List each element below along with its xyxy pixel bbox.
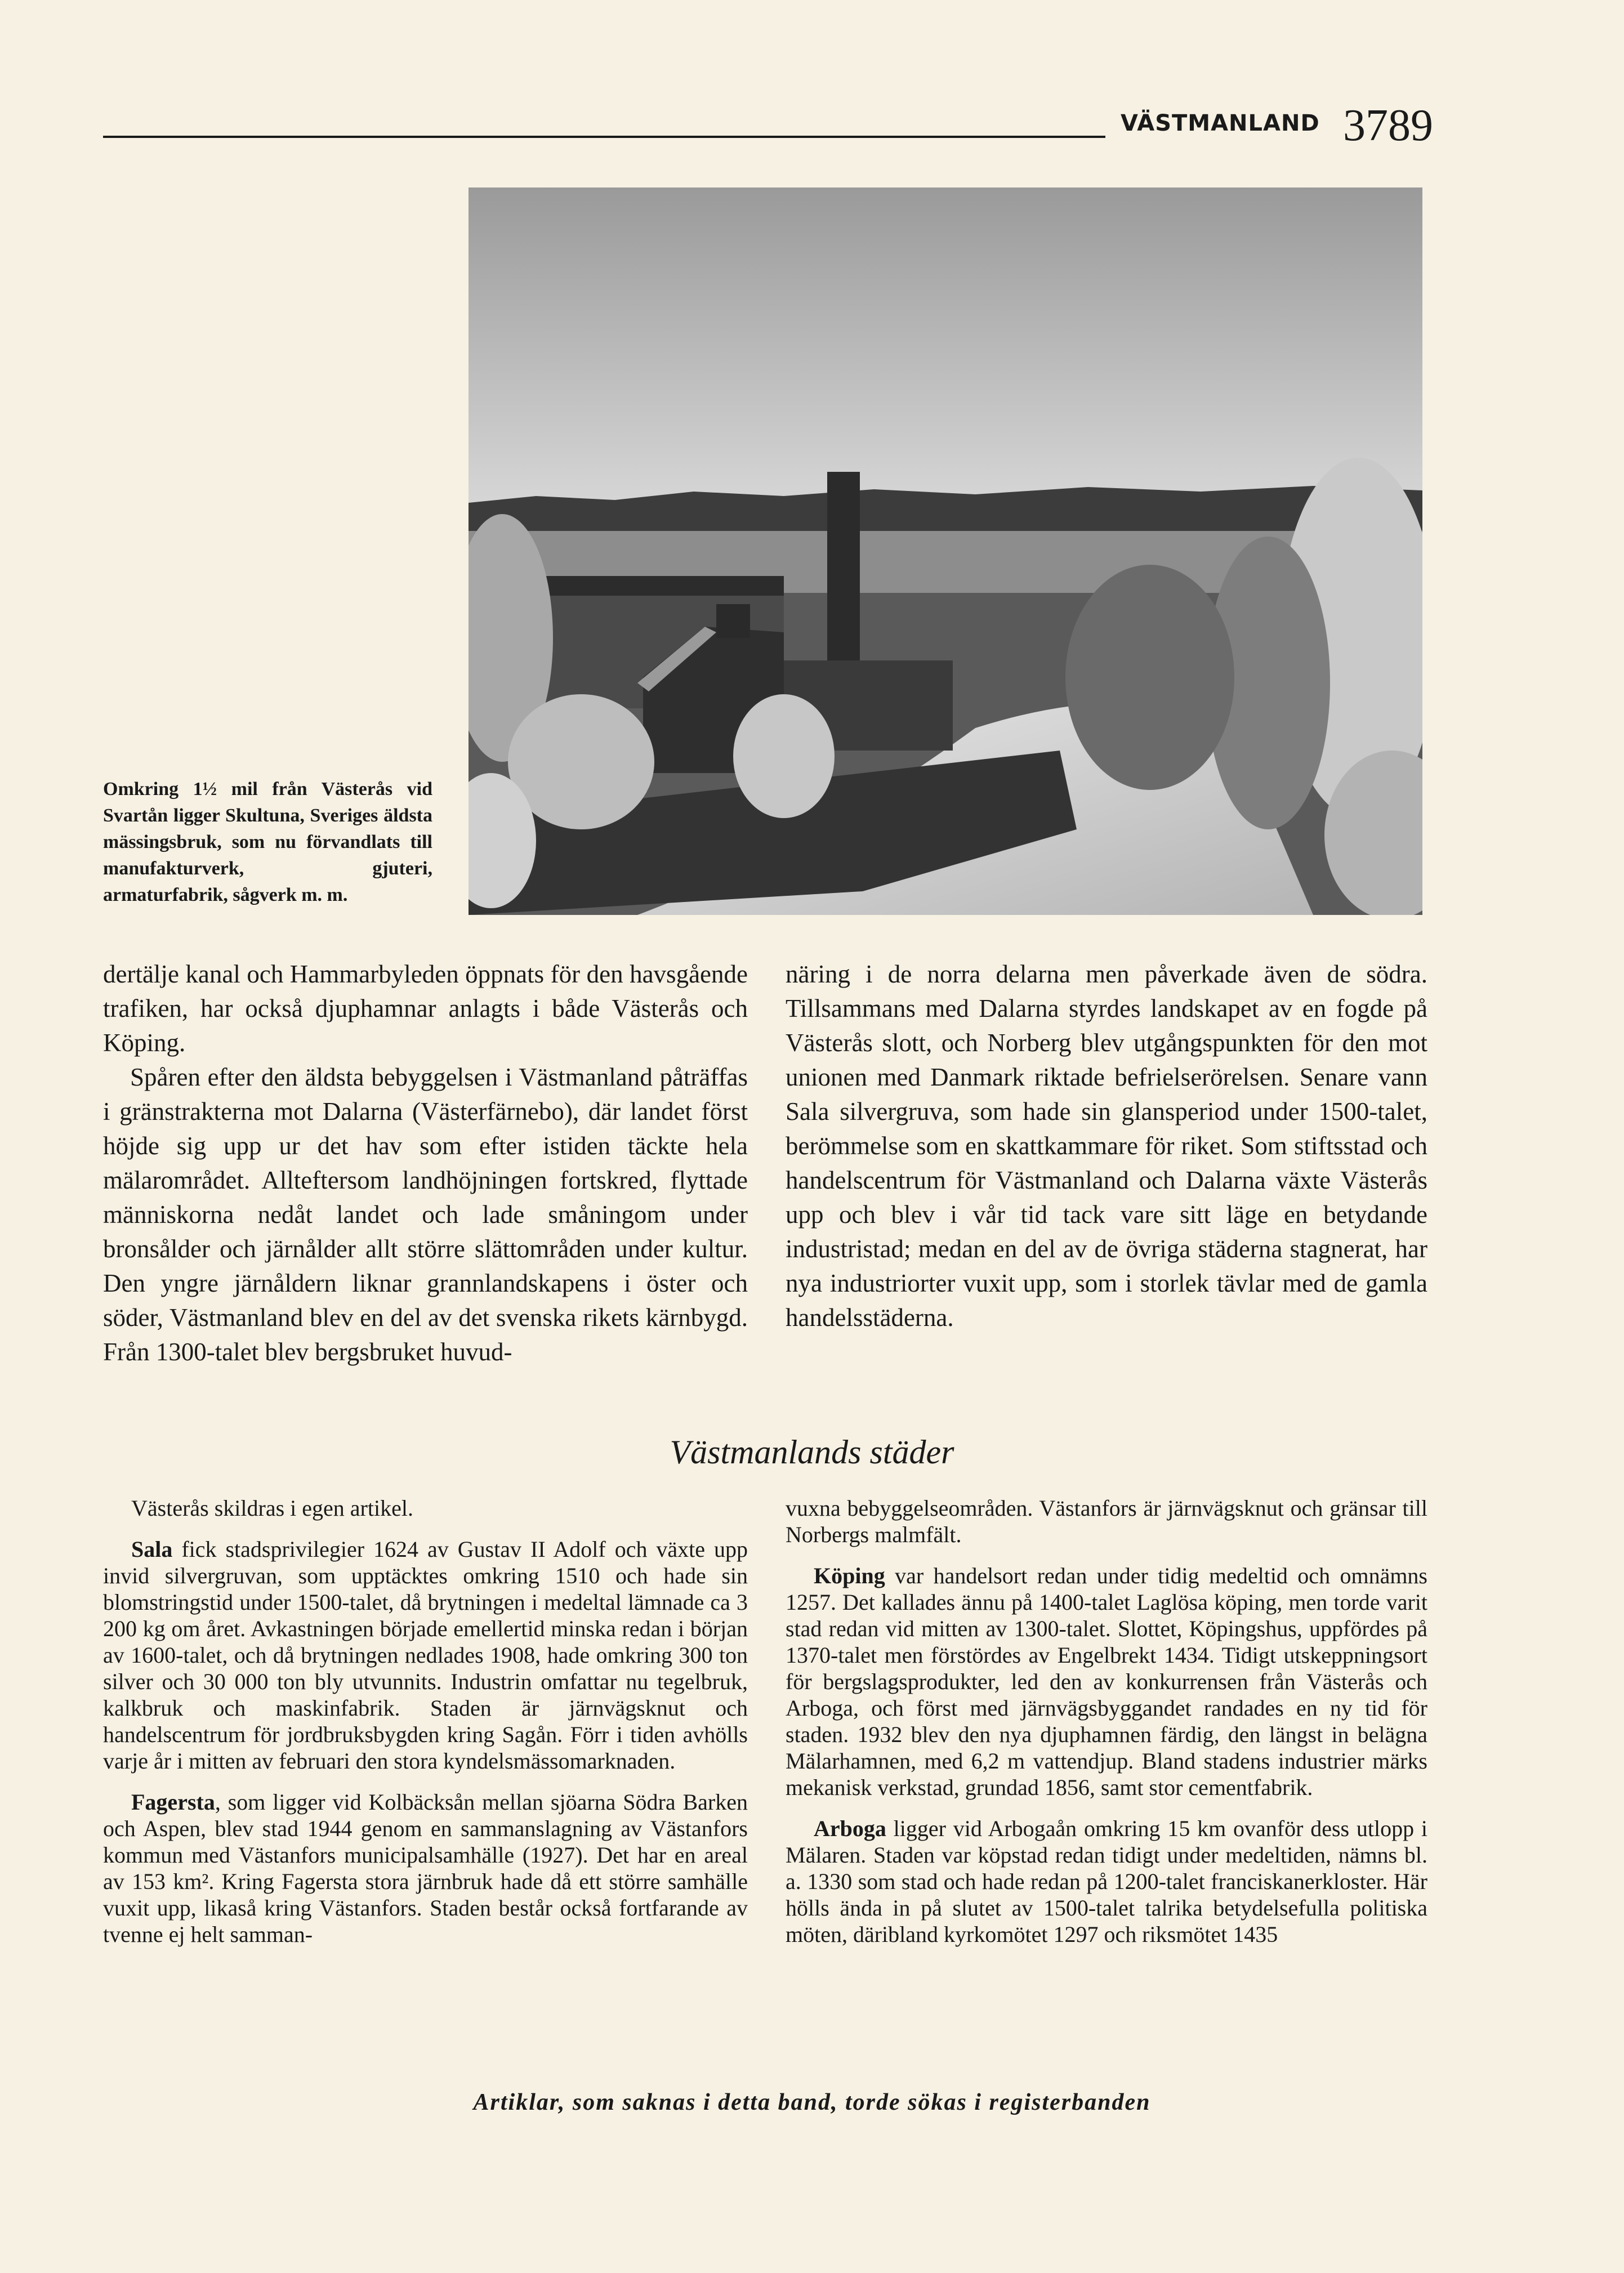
paragraph-continued: vuxna bebyggelseområden. Västanfors är järnvägsknut och gränsar till Norbergs malmfält. xyxy=(786,1495,1427,1547)
upper-right-column xyxy=(786,957,1427,1335)
fagersta-text: , som ligger vid Kolbäcksån mellan sjöarna Södra Barken och Aspen, blev stad 1944 genom en sammanslagning av Västanfors kommun med Västanfors municipalsamhälle (1927). Det har en areal av 153 km². Kring Fagersta stora järnbruk hade då ett större samhälle vuxit upp, likaså kring Västanfors. Staden består också fortfarande av tvenne ej helt samman- xyxy=(103,1789,748,1947)
upper-left-column xyxy=(103,957,748,1369)
paragraph-koping xyxy=(786,1562,1427,1801)
town-name-fagersta: Fagersta xyxy=(131,1789,215,1815)
footer-note: Artiklar, som saknas i detta band, torde sökas i registerbanden xyxy=(473,2089,1151,2115)
lower-right-column xyxy=(786,1495,1427,1962)
paragraph-fagersta xyxy=(103,1789,748,1948)
paragraph: näring i de norra delarna men påverkade även de södra. Tillsammans med Dalarna styrdes landskapet av en fogde på Västerås slott, och Norberg blev utgångspunkten för den mot unionen med Danmark riktade befrielserörelsen. Senare vann Sala silvergruva, som hade sin glansperiod under 1500-talet, berömmelse som en skattkammare för riket. Som stiftsstad och handelscentrum för Västmanland och Dalarna växte Västerås upp och blev i vår tid tack vare sitt läge en betydande industristad; medan en del av de övriga städerna stagnerat, har nya industriorter vuxit upp, som i storlek tävlar med de gamla handelsstäderna. xyxy=(786,960,1427,1332)
header-rule xyxy=(103,136,1105,138)
paragraph-arboga xyxy=(786,1815,1427,1948)
town-name-sala: Sala xyxy=(131,1537,173,1562)
town-name-koping: Köping xyxy=(814,1563,885,1588)
photograph-skultuna-works xyxy=(469,187,1422,915)
running-head: VÄSTMANLAND xyxy=(1121,110,1320,136)
paragraph: dertälje kanal och Hammarbyleden öppnats för den havsgående trafiken, har också djuphamnar anlagts i både Västerås och Köping. xyxy=(103,960,748,1057)
lower-left-column xyxy=(103,1495,748,1962)
sala-text: fick stadsprivilegier 1624 av Gustav II Adolf och växte upp invid silvergruvan, som upptäcktes omkring 1510 och hade sin blomstringstid under 1500-talet, då brytningen i medeltal lämnade ca 3 200 kg om året. Avkastningen började emellertid minska redan i början av 1600-talet, och då brytningen nedlades 1908, hade omkring 300 ton silver och 30 000 ton bly utvunnits. Industrin omfattar nu tegelbruk, kalkbruk och maskinfabrik. Staden är järnvägsknut och handelscentrum för jordbruksbygden kring Sagån. Förr i tiden avhölls varje år i mitten av februari den stora kyndelsmässomarknaden. xyxy=(103,1537,748,1774)
paragraph: Spåren efter den äldsta bebyggelsen i Västmanland påträffas i gränstrakterna mot Dalarna (Västerfärnebo), där landet först höjde sig upp ur det hav som efter istiden täckte hela mälarområdet. Allteftersom landhöjningen fortskred, flyttade människorna nedåt landet och lade småningom under bronsålder och järnålder allt större slättområden under kultur. Den yngre järnåldern liknar grannlandskapens i öster och söder, Västmanland blev en del av det svenska rikets kärnbygd. Från 1300-talet blev bergsbruket huvud- xyxy=(103,1063,748,1366)
town-name-arboga: Arboga xyxy=(814,1816,886,1841)
arboga-text: ligger vid Arbogaån omkring 15 km ovanför dess utlopp i Mälaren. Staden var köpstad redan tidigt under medeltiden, nämns bl. a. 1330 som stad och hade redan på 1200-talet franciskanerkloster. Här hölls ända in på slutet av 1500-talet talrika betydelsefulla politiska möten, däribland kyrkomötet 1297 och riksmötet 1435 xyxy=(786,1816,1427,1947)
figure-caption: Omkring 1½ mil från Västerås vid Svartån ligger Skultuna, Sveriges äldsta mässingsbruk, som nu förvandlats till manufakturverk, gjuteri, armaturfabrik, sågverk m. m. xyxy=(103,779,432,905)
page-number: 3789 xyxy=(1343,101,1433,150)
section-title: Västmanlands städer xyxy=(670,1434,954,1471)
koping-text: var handelsort redan under tidig medeltid och omnämns 1257. Det kallades ännu på 1400-talet Laglösa köping, men torde varit stad redan vid mitten av 1300-talet. Slottet, Köpingshus, uppfördes på 1370-talet men förstördes av Engelbrekt 1434. Tidigt utskeppningsort för bergslagsprodukter, led den av konkurrensen från Västerås och Arboga, och först med järnvägsbyggandet randades en ny tid för staden. 1932 blev den nya djuphamnen färdig, den längst in belägna Mälarhamnen, med 6,2 m vattendjup. Bland stadens industrier märks mekanisk verkstad, grundad 1856, samt stor cementfabrik. xyxy=(786,1563,1427,1800)
paragraph-sala xyxy=(103,1536,748,1774)
intro-paragraph: Västerås skildras i egen artikel. xyxy=(131,1495,413,1521)
